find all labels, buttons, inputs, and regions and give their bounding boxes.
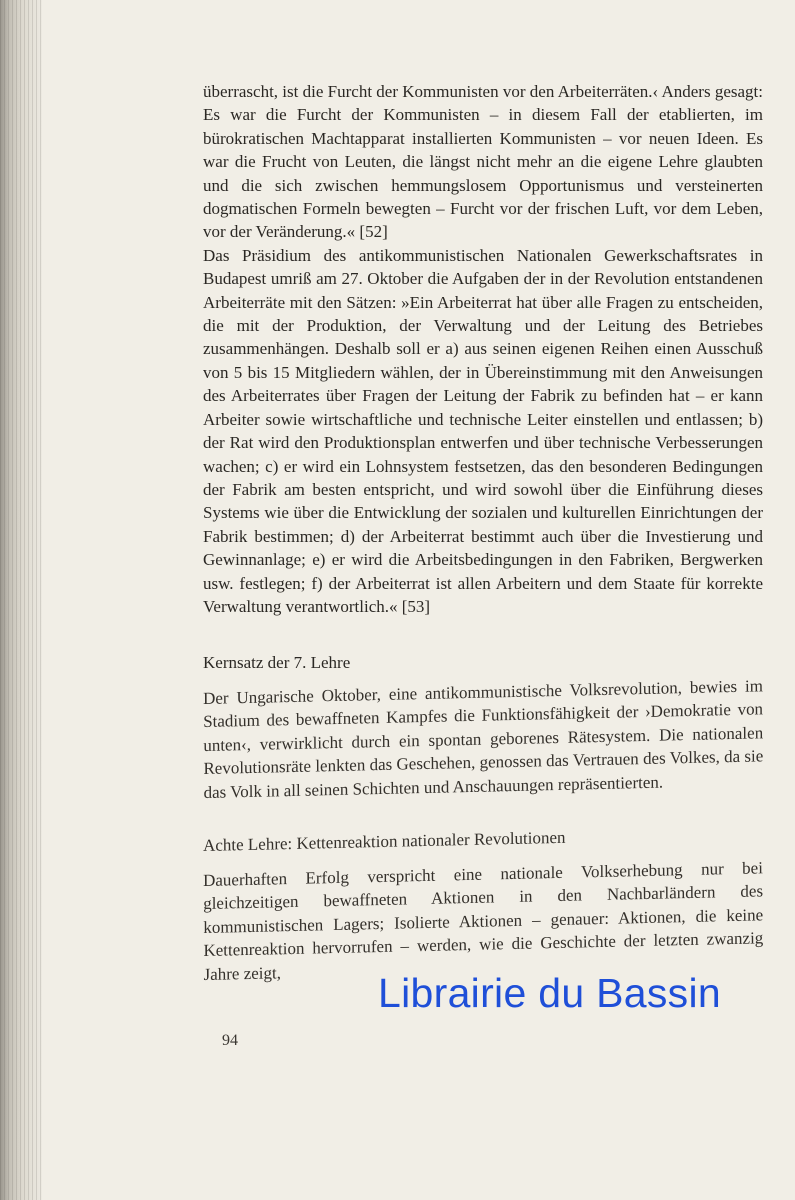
heading-achte-lehre: Achte Lehre: Kettenreaktion nationaler Revolutionen	[203, 827, 566, 855]
page-text	[203, 80, 763, 986]
heading-kernsatz: Kernsatz der 7. Lehre	[203, 653, 351, 673]
page-edges	[0, 0, 42, 1200]
paragraph-achte-lehre: Dauerhaften Erfolg verspricht eine nationale Volkserhebung nur bei gleichzeitigen bewaffneten Aktionen in den Nachbarländern des kommunistischen Lagers; Isolierte Aktionen – genauer: Aktionen, die keine Kettenreaktion hervorrufen – werden, wie die Geschichte der letzten zwanzig Jahre zeigt,	[203, 858, 764, 984]
paragraph-kernsatz: Der Ungarische Oktober, eine antikommunistische Volksrevolution, bewies im Stadium des bewaffneten Kampfes die Funktionsfähigkeit der ›Demokratie von unten‹, verwirklicht durch ein spontan geborenes Rätesystem. Die nationalen Revolutionsräte lenkten das Geschehen, genossen das Vertrauen des Volkes, da sie das Volk in all seinen Schichten und Anschauungen repräsentierten.	[203, 676, 764, 802]
paragraph-furcht: überrascht, ist die Furcht der Kommunisten vor den Arbeiterräten.‹ Anders gesagt: Es war die Furcht der Kommunisten – in diesem Fall der etablierten, im bürokratischen Machtapparat installierten Kommunisten – vor neuen Ideen. Es war die Frucht von Leuten, die längst nicht mehr an die eigene Lehre glaubten und die sich zwischen hemmungslosem Opportunismus und versteinerten dogmatischen Formeln bewegten – Furcht vor der frischen Luft, vor dem Leben, vor der Veränderung.« [52]	[203, 82, 763, 242]
page-number: 94	[222, 1032, 238, 1049]
paragraph-praesidium: Das Präsidium des antikommunistischen Nationalen Gewerkschaftsrates in Budapest umriß am 27. Oktober die Aufgaben der in der Revolution entstandenen Arbeiterräte mit den Sätzen: »Ein Arbeiterrat hat über alle Fragen zu entscheiden, die mit der Produktion, der Verwaltung und der Leitung des Betriebes zusammenhängen. Deshalb soll er a) aus seinen eigenen Reihen einen Ausschuß von 5 bis 15 Mitgliedern wählen, der in Übereinstimmung mit den Anweisungen des Arbeiterrates über Fragen der Leitung der Fabrik zu befinden hat – er kann Arbeiter sowie wirtschaftliche und technische Leiter einstellen und entlassen; b) der Rat wird den Produktionsplan entwerfen und über technische Verbesserungen wachen; c) er wird ein Lohnsystem festsetzen, das den besonderen Bedingungen der Fabrik am besten entspricht, und wird sowohl über die Einführung dieses Systems wie über die Entwicklung der sozialen und kulturellen Einrichtungen der Fabrik bestimmen; d) der Arbeiterrat bestimmt auch über die Investierung und Gewinnanlage; e) er wird die Arbeitsbedingungen in den Fabriken, Bergwerken usw. festlegen; f) der Arbeiterrat ist allen Arbeitern und dem Staate für korrekte Verwaltung verantwortlich.« [53]	[203, 245, 763, 616]
seller-watermark: Librairie du Bassin	[378, 970, 721, 1016]
